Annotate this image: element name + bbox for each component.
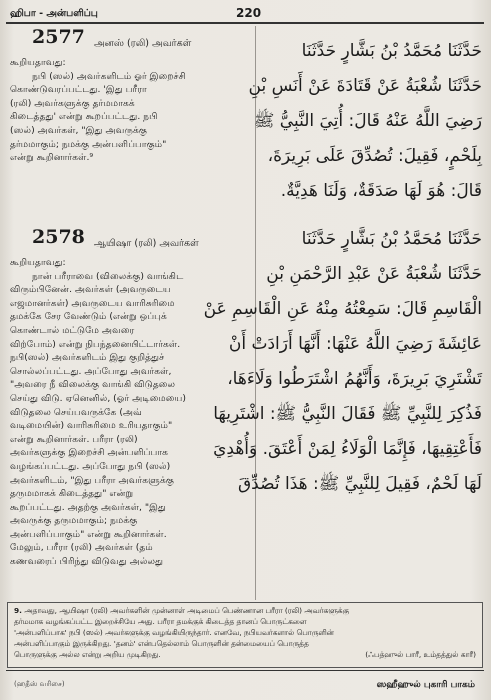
hadith-2578-heading [10,226,252,256]
text-line: நான் பரீராவை (விலைக்கு) வாங்கிட [32,270,184,282]
text-line: விரும்பினேன். அவர்கள் (அவருடைய [10,284,171,296]
text-line: என்று கூறினார்கள்.⁹ [10,152,94,164]
text-line: தருமமாகக் கிடைத்தது" என்று [10,488,134,500]
text-line: நபி(ஸல்) அவர்களிடம் இது குறித்துச் [10,352,165,364]
text-line: அவர்களிடம், "இது பரீரா அவர்களுக்கு [10,474,175,486]
text-line: நபி (ஸல்) அவர்களிடம் ஓர் இறைச்சி [32,70,186,82]
arabic-line: قَالَ: هُوَ لَهَا صَدَقَةٌ، وَلَنَا هَدِيَّةٌ. [280,181,482,201]
text-line: செய்து விடு. ஏனெனில், (ஓர் அடிமையை) [10,392,186,404]
arabic-line: رَضِيَ اللَّهُ عَنْهُ قَالَ: أُتِيَ النَّبِيُّ ﷺ [253,111,482,131]
text-line: கூறியதாவது: [10,257,66,268]
footnote-line [14,649,476,660]
text-line: என்று கூறினார்கள். பரீரா (ரலி) [10,433,138,445]
arabic-line: حَدَّثَنَا شُعْبَةُ عَنْ قَتَادَةَ عَنْ أَنَسِ بْنِ [248,76,482,96]
hadith-number: 2578 [32,226,85,248]
text-line: கூறியதாவது: [10,57,66,68]
footnote-text: பொருளுக்கு அல்ல என்று அறிய முடிகிறது. [14,650,161,659]
text-line: வடிமையின்) வாரிசுரிமை உரியதாகும்" [10,420,173,432]
text-line: "அவரை நீ விலைக்கு வாங்கி விடுதலை [10,379,176,391]
text-line: மேலும், பரீரா (ரலி) அவர்கள் (தம் [10,542,153,554]
arabic-line: حَدَّثَنَا مُحَمَّدُ بْنُ بَشَّارٍ حَدَّثَنَا [301,41,482,61]
text-line: சொல்லப்பட்டது. அப்போது அவர்கள், [10,365,172,377]
hadith-narrator: ஆயிஷா (ரலி) அவர்கள் [94,238,199,249]
footer-book-title: ஸஹீஹுல் புகாரி பாகம் [376,680,475,690]
footnote-line [14,605,476,616]
hadith-2577-arabic [248,34,482,209]
hadith-number: 2577 [32,26,85,48]
footer-left-text: (ஹதீஸ் வரிசை) [14,680,65,688]
arabic-line: حَدَّثَنَا مُحَمَّدُ بْنُ بَشَّارٍ حَدَّثَنَا [301,229,482,249]
page-number: 220 [236,6,262,20]
text-line: வழங்கப்பட்டது. அப்போது நபி (ஸல்) [10,460,171,472]
hadith-2577-tamil [10,26,252,165]
arabic-line: بِلَحْمٍ، فَقِيلَ: تُصُدِّقَ عَلَى بَرِيرَةَ، [267,146,482,166]
footer-rule [6,670,484,671]
arabic-line: لَهَا لَحْمٌ، فَقِيلَ لِلنَّبِيِّ ﷺ: هَذَا تُصُدِّقَ [237,474,482,494]
text-line: தமக்கே சேர வேண்டும் (என்று ஒப்புக் [10,311,167,323]
hadith-narrator: அனஸ் (ரலி) அவர்கள் [94,38,192,49]
text-line: அவர்களுக்கு இறைச்சி அன்பளிப்பாக [10,447,168,459]
hadith-2578-arabic [203,222,482,502]
header-rule [6,22,484,24]
arabic-line: فَأَعْتِقِيهَا، فَإِنَّمَا الْوَلَاءُ لِمَنْ أَعْتَقَ. وَأُهْدِيَ [213,439,482,459]
text-line: விடுதலை செய்பவருக்கே (அவ் [10,406,142,418]
text-line: (ரலி) அவர்களுக்கு தர்மமாகக் [10,97,135,109]
text-line: (ஸல்) அவர்கள், "இது அவருக்கு [10,124,147,136]
text-line: கணவரைப் பிரிந்து விடுவது அல்லது [10,556,164,568]
text-line: அவருக்கு தருமமாகும்; நமக்கு [10,515,138,527]
text-line: அன்பளிப்பாகும்" என்று கூறினார்கள். [10,528,167,540]
footnote-line: அன்பளிப்பாகும் இருக்கிறது. 'தனம்' என்பதெல்லாம் பொருளின் தன்மையைப் பொருத்த [14,639,309,648]
footnote-source: (ஃபத்ஹுல் பாரீ, உம்தத்துல் காரீ) [365,650,476,659]
hadith-2577-heading [10,26,252,56]
footnote-line: தர்மமாக வழங்கப்பட்ட இறைச்சியே அது. பரீரா தமக்குக் கிடைத்த தானப் பொருட்களை [14,617,307,626]
footnote-box [7,602,483,668]
arabic-line: الْقَاسِمِ قَالَ: سَمِعْتُهُ مِنْهُ عَنِ الْقَاسِمِ عَنْ [203,299,482,319]
arabic-line: حَدَّثَنَا شُعْبَةُ عَنْ عَبْدِ الرَّحْمَنِ بْنِ [266,264,482,284]
text-line: விற்போம்) என்று நிபந்தனையிட்டார்கள். [10,338,181,350]
footnote-line: 'அன்பளிப்பாக' நபி (ஸல்) அவர்களுக்கு வழங்கியிருந்தார். எனவே, நபியவர்களால் பொருளின் [14,628,334,637]
text-line: கொண்டால் மட்டுமே அவரை [10,324,135,336]
page-footer [0,672,491,700]
arabic-line: فَذُكِرَ لِلنَّبِيِّ ﷺ فَقَالَ النَّبِيُّ ﷺ: اشْتَرِيهَا [213,404,482,424]
text-line: தர்மமாகும்; நமக்கு அன்பளிப்பாகும்" [10,138,167,150]
footnote-number: 9. [14,606,22,615]
hadith-2577-text [10,56,252,165]
arabic-line: عَائِشَةَ رَضِيَ اللَّهُ عَنْهَا: أَنَّهَا أَرَادَتْ أَنْ [228,334,482,354]
text-line: கொண்டுவரப்பட்டது. 'இது பரீரா [10,84,147,96]
text-line: கிடைத்தது' என்று கூறப்பட்டது. நபி [10,111,158,123]
arabic-line: تَشْتَرِيَ بَرِيرَةَ، وَأَنَّهُمُ اشْتَرَطُوا وَلَاءَهَا، [227,369,482,389]
footnote-text: அதாவது, ஆயிஷா (ரலி) அவர்களின் முன்னாள் அடிமைப் பெண்ணான பரீரா (ரலி) அவர்களுக்கு [24,606,350,615]
running-title: ஹிபா - அன்பளிப்பு [10,8,98,19]
text-line: கூறப்பட்டது. அதற்கு அவர்கள், "இது [10,501,166,513]
text-line: எஜமானர்கள்) அவருடைய வாரிசுரிமை [10,297,175,309]
